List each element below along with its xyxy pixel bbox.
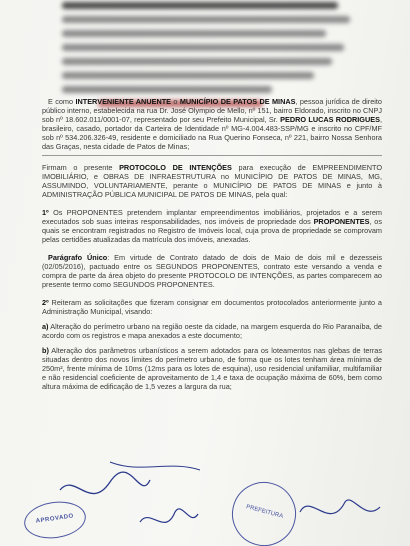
signature-area bbox=[0, 452, 410, 546]
paragraph-primeiro: 1º Os PROPONENTES pretendem implantar empreendimentos imobiliários, projetados e a serem executados sob suas inteiras responsabilidades, nos imóveis de propriedade dos PROPONENTES, os quais se encontram registrados no Registro de Imóveis local, cuja prova de propriedade se comprovam pelas certidões atualizadas da matrícula dos imóveis, anexadas. bbox=[42, 208, 382, 244]
item-b: b) Alteração dos parâmetros urbanísticos a serem adotados para os loteamentos nas glebas de terras situadas dentro dos novos limites do perímetro urbano, de forma que os lotes tenham área mínima de 250m², frente mínima de 10ms (12ms para os lotes de esquina), uso residencial unifamiliar, multifamiliar e não residencial coeficiente de aproveitamento de 1,4 e taxa de ocupação máxima de 60%, bem como altura máxima de edificação de 1,5 vezes a largura da rua; bbox=[42, 346, 382, 391]
divider bbox=[42, 155, 382, 156]
paragraph-firmam: Firmam o presente PROTOCOLO DE INTENÇÕES para execução de EMPREENDIMENTO IMOBILIÁRIO, e OBRAS DE INFRAESTRUTURA no MUNICÍPIO DE PATOS DE MINAS, MG, ASSUMINDO, VOLUNTARIAMENTE, perante o MUNICÍPIO DE PATOS DE MINAS e junto à ADMINISTRAÇÃO PÚBLICA MUNICIPAL DE PATOS DE MINAS, pela qual: bbox=[42, 163, 382, 199]
paragraph-interveniente: E como INTERVENIENTE ANUENTE o MUNICÍPIO DE PATOS DE MINAS, pessoa jurídica de direito público interno, estabelecida na rua Dr. José Olympio de Mello, nº 151, bairro Eldorado, inscrito no CNPJ sob nº 18.602.011/0001-07, representado por seu Prefeito Municipal, Sr. PEDRO LUCAS RODRIGUES, brasileiro, casado, portador da Carteira de Identidade nº MG-4.004.483-SSP/MG e inscrito no CPF/MF sob nº 534.206.326-49, residente e domiciliado na Rua Querino Fonseca, nº 221, bairro Nossa Senhora das Graças, nesta cidade de Patos de Minas; bbox=[42, 97, 383, 151]
document-body bbox=[42, 97, 382, 391]
blurred-header-text bbox=[62, 2, 362, 94]
paragraph-unico: Parágrafo Único: Em virtude de Contrato datado de dois de Maio de dois mil e dezesseis (02/05/2016), pactuado entre os SEGUNDOS PROPONENTES, contrato este versando a venda e compra de parte da área objeto do presente PROTOCOLO DE INTENÇÕES, as partes comparecem ao presente termo como SEGUNDOS PROPONENTES. bbox=[42, 253, 382, 289]
item-a: a) Alteração do perímetro urbano na região oeste da cidade, na margem esquerda do Rio Paranaíba, de acordo com os registros e mapa anexados a este documento; bbox=[42, 322, 382, 340]
approved-stamp: APROVADO bbox=[22, 498, 88, 542]
municipal-seal-stamp: PREFEITURA bbox=[225, 475, 303, 546]
paragraph-segundo: 2º Reiteram as solicitações que fizeram consignar em documentos protocolados anteriormente junto a Administração Municipal, visando: bbox=[42, 298, 382, 316]
